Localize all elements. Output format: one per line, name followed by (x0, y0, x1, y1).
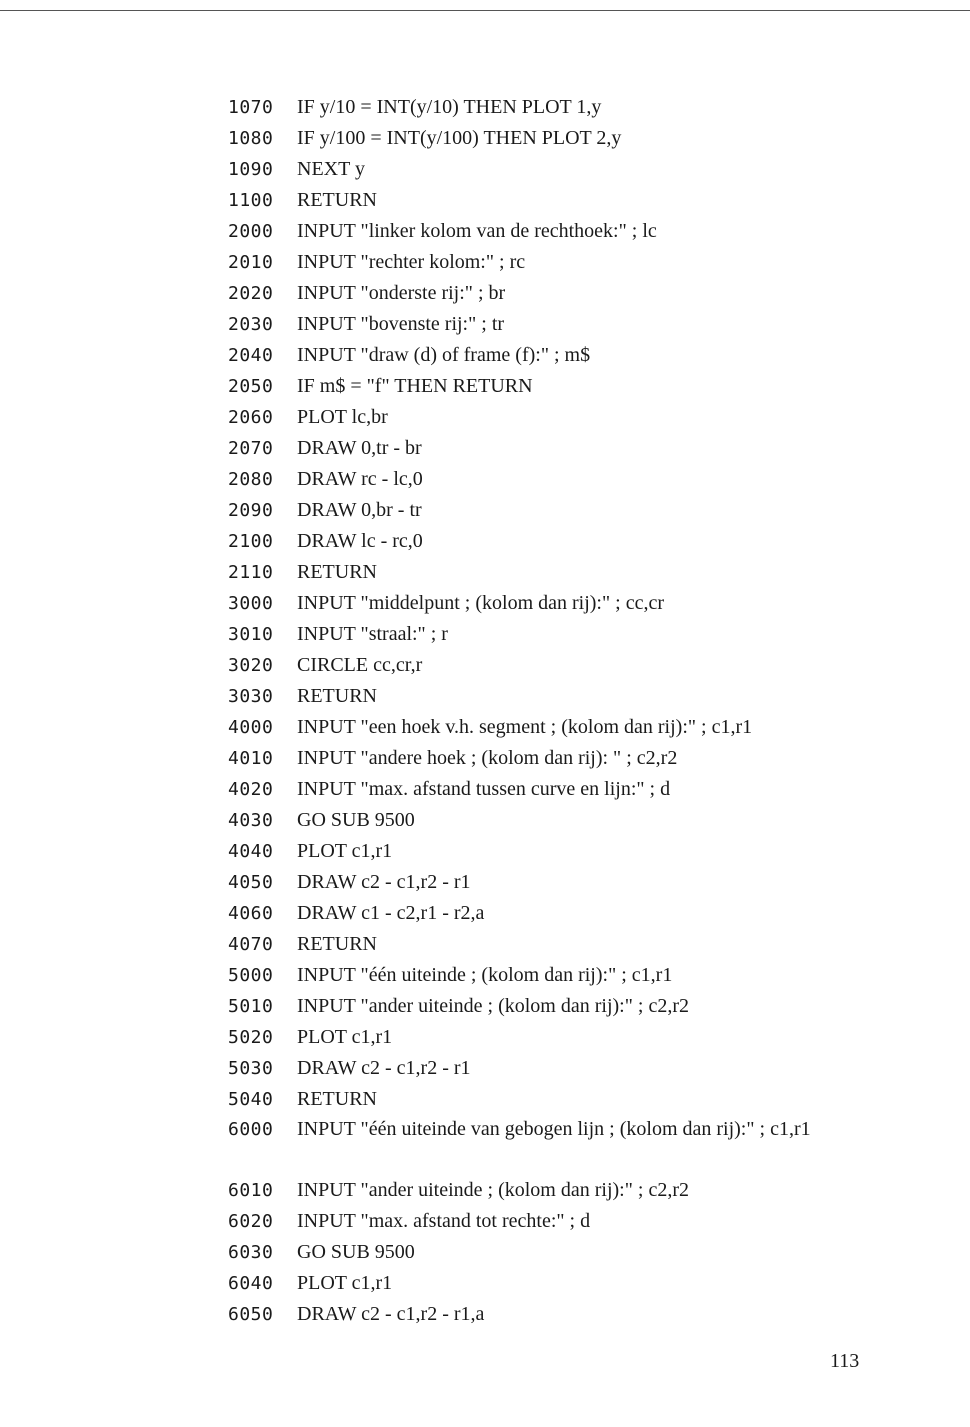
code-line (0, 402, 970, 433)
line-number: 1080 (228, 128, 274, 149)
code-line (0, 1115, 970, 1175)
statement: INPUT "linker kolom van de rechthoek:" ; lc (297, 220, 657, 242)
line-number: 4040 (228, 841, 274, 862)
line-number: 3000 (228, 593, 274, 614)
statement: INPUT "een hoek v.h. segment ; (kolom dan rij):" ; c1,r1 (297, 716, 753, 738)
line-number: 2040 (228, 345, 274, 366)
statement: DRAW c1 - c2,r1 - r2,a (297, 902, 485, 924)
statement: GO SUB 9500 (297, 1241, 415, 1263)
line-number: 1090 (228, 159, 274, 180)
line-number: 5000 (228, 965, 274, 986)
line-number: 5030 (228, 1058, 274, 1079)
line-number: 3030 (228, 686, 274, 707)
statement: CIRCLE cc,cr,r (297, 654, 423, 676)
statement: RETURN (297, 933, 377, 955)
code-line (0, 867, 970, 898)
code-line (0, 1053, 970, 1084)
basic-listing (0, 92, 970, 1330)
statement: INPUT "rechter kolom:" ; rc (297, 251, 526, 273)
line-number: 2010 (228, 252, 274, 273)
statement: INPUT "middelpunt ; (kolom dan rij):" ; cc,cr (297, 592, 665, 614)
code-line (0, 1268, 970, 1299)
line-number: 3020 (228, 655, 274, 676)
code-line (0, 898, 970, 929)
line-number: 5040 (228, 1089, 274, 1110)
statement: DRAW 0,br - tr (297, 499, 422, 521)
statement: RETURN (297, 685, 377, 707)
line-number: 1100 (228, 190, 274, 211)
code-line (0, 247, 970, 278)
code-line (0, 619, 970, 650)
code-line (0, 960, 970, 991)
line-number: 2070 (228, 438, 274, 459)
statement: RETURN (297, 1088, 377, 1110)
statement: INPUT "ander uiteinde ; (kolom dan rij):" ; c2,r2 (297, 995, 689, 1017)
code-line (0, 650, 970, 681)
code-line (0, 805, 970, 836)
statement: INPUT "één uiteinde van gebogen lijn ; (kolom dan rij):" ; c1,r1 (297, 1118, 811, 1140)
code-line (0, 774, 970, 805)
statement: PLOT c1,r1 (297, 840, 393, 862)
code-line (0, 1206, 970, 1237)
line-number: 6000 (228, 1119, 274, 1140)
line-number: 4000 (228, 717, 274, 738)
line-number: 4010 (228, 748, 274, 769)
code-line (0, 681, 970, 712)
line-number: 5010 (228, 996, 274, 1017)
line-number: 6040 (228, 1273, 274, 1294)
statement: INPUT "max. afstand tot rechte:" ; d (297, 1210, 591, 1232)
line-number: 2000 (228, 221, 274, 242)
line-number: 6050 (228, 1304, 274, 1325)
line-number: 2090 (228, 500, 274, 521)
statement: DRAW rc - lc,0 (297, 468, 423, 490)
code-line (0, 464, 970, 495)
code-line (0, 1084, 970, 1115)
line-number: 4050 (228, 872, 274, 893)
code-line (0, 278, 970, 309)
line-number: 5020 (228, 1027, 274, 1048)
line-number: 4020 (228, 779, 274, 800)
code-line (0, 216, 970, 247)
line-number: 3010 (228, 624, 274, 645)
statement: GO SUB 9500 (297, 809, 415, 831)
statement: INPUT "max. afstand tussen curve en lijn:" ; d (297, 778, 671, 800)
code-line (0, 836, 970, 867)
code-line (0, 991, 970, 1022)
code-line (0, 495, 970, 526)
statement: INPUT "straal:" ; r (297, 623, 448, 645)
code-line (0, 371, 970, 402)
statement: IF y/10 = INT(y/10) THEN PLOT 1,y (297, 96, 602, 118)
statement: DRAW 0,tr - br (297, 437, 422, 459)
code-line (0, 123, 970, 154)
statement: INPUT "ander uiteinde ; (kolom dan rij):" ; c2,r2 (297, 1179, 689, 1201)
code-line (0, 154, 970, 185)
code-line (0, 743, 970, 774)
statement: INPUT "draw (d) of frame (f):" ; m$ (297, 344, 591, 366)
page-number: 113 (830, 1350, 860, 1372)
line-number: 4030 (228, 810, 274, 831)
code-line (0, 1299, 970, 1330)
line-number: 6020 (228, 1211, 274, 1232)
statement: DRAW c2 - c1,r2 - r1 (297, 871, 471, 893)
statement: INPUT "één uiteinde ; (kolom dan rij):" ; c1,r1 (297, 964, 673, 986)
code-line (0, 309, 970, 340)
line-number: 2050 (228, 376, 274, 397)
line-number: 4060 (228, 903, 274, 924)
statement: IF y/100 = INT(y/100) THEN PLOT 2,y (297, 127, 622, 149)
code-line (0, 588, 970, 619)
statement: PLOT c1,r1 (297, 1272, 393, 1294)
code-line (0, 340, 970, 371)
line-number: 6030 (228, 1242, 274, 1263)
statement: INPUT "andere hoek ; (kolom dan rij): " ; c2,r2 (297, 747, 678, 769)
line-number: 6010 (228, 1180, 274, 1201)
code-line (0, 1175, 970, 1206)
line-number: 1070 (228, 97, 274, 118)
code-line (0, 1022, 970, 1053)
code-line (0, 526, 970, 557)
code-line (0, 557, 970, 588)
line-number: 2020 (228, 283, 274, 304)
code-line (0, 712, 970, 743)
code-line (0, 1237, 970, 1268)
line-number: 4070 (228, 934, 274, 955)
statement: PLOT lc,br (297, 406, 388, 428)
code-line (0, 433, 970, 464)
statement: IF m$ = "f" THEN RETURN (297, 375, 533, 397)
code-line (0, 929, 970, 960)
line-number: 2080 (228, 469, 274, 490)
line-number: 2060 (228, 407, 274, 428)
top-rule (0, 10, 970, 11)
line-number: 2030 (228, 314, 274, 335)
line-number: 2100 (228, 531, 274, 552)
statement: PLOT c1,r1 (297, 1026, 393, 1048)
statement: DRAW c2 - c1,r2 - r1 (297, 1057, 471, 1079)
statement: INPUT "onderste rij:" ; br (297, 282, 506, 304)
statement: INPUT "bovenste rij:" ; tr (297, 313, 505, 335)
code-line (0, 185, 970, 216)
statement: DRAW lc - rc,0 (297, 530, 423, 552)
statement: RETURN (297, 561, 377, 583)
code-line (0, 92, 970, 123)
line-number: 2110 (228, 562, 274, 583)
statement: NEXT y (297, 158, 365, 180)
statement: RETURN (297, 189, 377, 211)
statement: DRAW c2 - c1,r2 - r1,a (297, 1303, 485, 1325)
